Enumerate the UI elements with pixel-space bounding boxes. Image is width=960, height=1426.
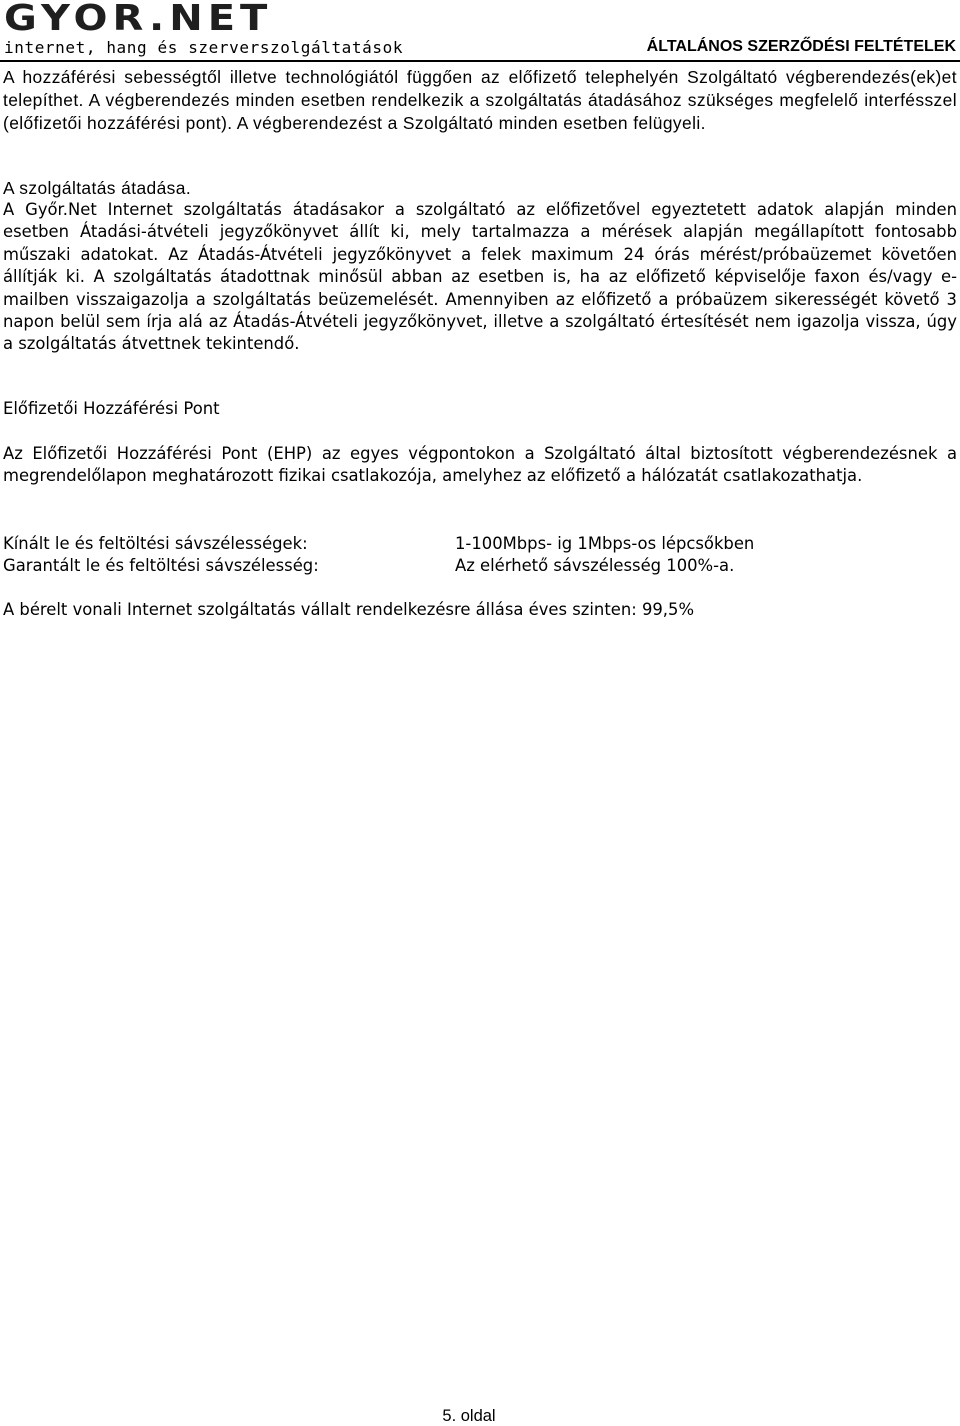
bandwidth-value: 1-100Mbps- ig 1Mbps-os lépcsőkben: [455, 534, 755, 553]
page-number: 5. oldal: [442, 1407, 496, 1425]
company-tagline: internet, hang és szerverszolgáltatások: [4, 38, 404, 57]
bandwidth-label: Kínált le és feltöltési sávszélességek:: [3, 534, 308, 553]
bandwidth-value: Az elérhető sávszélesség 100%-a.: [455, 556, 735, 576]
bandwidth-table: [3, 533, 957, 578]
bandwidth-row: [3, 555, 957, 577]
company-logo: GYOR.NET: [4, 0, 273, 39]
heading-subscriber-access-point: Előfizetői Hozzáférési Pont: [3, 399, 220, 418]
heading-service-handover: A szolgáltatás átadása.: [3, 178, 192, 198]
bandwidth-label: Garantált le és feltöltési sávszélesség:: [3, 556, 319, 576]
paragraph-availability: A bérelt vonali Internet szolgáltatás vállalt rendelkezésre állása éves szinten: 99,5%: [3, 600, 695, 619]
paragraph-service-handover: A Győr.Net Internet szolgáltatás átadásakor a szolgáltató az előfizetővel egyeztetett adatok alapján minden esetben Átadási-átvételi jegyzőkönyvet állít ki, mely tartalmazza a mérések alapján megállapított fontosabb műszaki adatokat. Az Átadás-Átvételi jegyzőkönyvet a felek maximum 24 órás mérést/próbaüzemet követően állítják ki. A szolgáltatás átadottnak minősül abban az esetben is, ha az előfizető képviselője faxon és/vagy e-mailben visszaigazolja a szolgáltatás beüzemelését. Amennyiben az előfizető a próbaüzem sikerességét követő 3 napon belül sem írja alá az Átadás-Átvételi jegyzőkönyvet, illetve a szolgáltató értesítését nem igazolja vissza, úgy a szolgáltatás átvettnek tekintendő.: [3, 200, 957, 354]
page-header: [0, 0, 960, 62]
document-title: ÁLTALÁNOS SZERZŐDÉSI FELTÉTELEK: [646, 38, 956, 55]
bandwidth-row: [3, 533, 957, 555]
paragraph-equipment: A hozzáférési sebességtől illetve technológiától függően az előfizető telephelyén Szolgáltató végberendezés(ek)et telepíthet. A végberendezés minden esetben rendelkezik a szolgáltatás átadásához szükséges megfelelő interfésszel (előfizetői hozzáférési pont). A végberendezést a Szolgáltató minden esetben felügyeli.: [3, 67, 957, 133]
paragraph-subscriber-access-point: Az Előfizetői Hozzáférési Pont (EHP) az egyes végpontokon a Szolgáltató által biztosított végberendezésnek a megrendelőlapon meghatározott fizikai csatlakozója, amelyhez az előfizető a hálózatát csatlakozathatja.: [3, 444, 957, 486]
header-divider: [0, 60, 960, 62]
